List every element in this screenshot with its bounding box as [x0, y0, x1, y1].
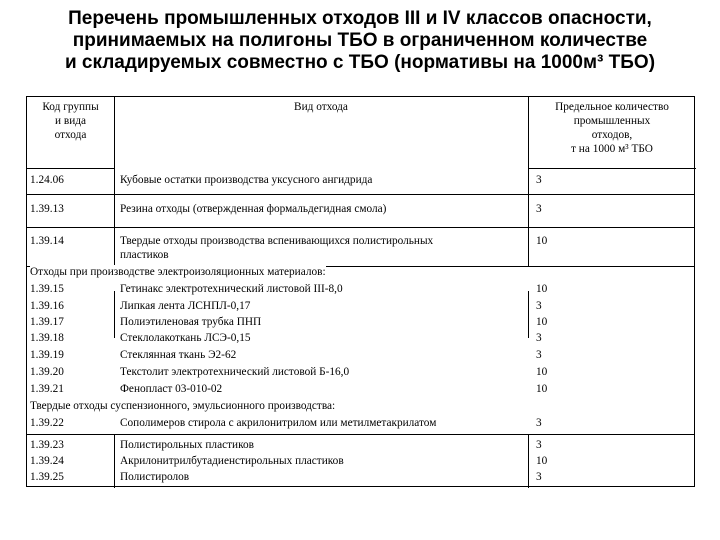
- row-name: Твердые отходы производства вспенивающихся полистирольных: [120, 235, 434, 247]
- column-divider: [528, 434, 529, 488]
- row-name: Полиэтиленовая трубка ПНП: [120, 316, 262, 328]
- row-name: Стеклолакоткань ЛСЭ-0,15: [120, 332, 251, 344]
- row-qty: 10: [536, 455, 548, 467]
- row-code: 1.39.21: [30, 383, 64, 395]
- waste-table: [26, 96, 695, 487]
- column-divider: [114, 97, 115, 267]
- row-qty: 3: [536, 332, 542, 344]
- row-qty: 10: [536, 316, 548, 328]
- row-name: Акрилонитрилбутадиенстирольных пластиков: [120, 455, 344, 467]
- title-line-2: принимаемых на полигоны ТБО в ограниченном количестве: [72, 30, 648, 51]
- row-divider: [27, 227, 694, 228]
- row-divider: [27, 194, 694, 195]
- row-code: 1.39.23: [30, 439, 64, 451]
- row-qty: 3: [536, 174, 542, 186]
- row-code: 1.39.22: [30, 417, 64, 429]
- row-name: Гетинакс электротехнический листовой III-8,0: [120, 283, 343, 295]
- row-qty: 10: [536, 366, 548, 378]
- row-name: Фенопласт 03-010-02: [120, 383, 223, 395]
- row-qty: 3: [536, 349, 542, 361]
- row-code: 1.39.14: [30, 235, 64, 247]
- row-qty: 3: [536, 203, 542, 215]
- row-divider: [27, 434, 694, 435]
- row-name-cont: пластиков: [120, 249, 169, 261]
- row-qty: 3: [536, 439, 542, 451]
- title-line-1: Перечень промышленных отходов III и IV классов опасности,: [68, 8, 652, 29]
- row-qty: 3: [536, 300, 542, 312]
- row-code: 1.39.20: [30, 366, 64, 378]
- row-code: 1.39.19: [30, 349, 64, 361]
- header-waste-type: Вид отхода: [294, 101, 348, 113]
- row-name: Сополимеров стирола с акрилонитрилом или метилметакрилатом: [120, 417, 437, 429]
- header-code: Код группы и вида отхода: [42, 101, 99, 141]
- row-name: Полистиролов: [120, 471, 190, 483]
- row-code: 1.39.25: [30, 471, 64, 483]
- row-qty: 10: [536, 235, 548, 247]
- column-divider: [114, 291, 115, 338]
- row-code: 1.39.13: [30, 203, 64, 215]
- header-limit: Предельное количество промышленных отходов, т на 1000 м³ ТБО: [555, 101, 669, 155]
- row-name: Кубовые остатки производства уксусного ангидрида: [120, 174, 373, 186]
- page-title: [0, 8, 720, 74]
- column-divider: [528, 291, 529, 338]
- row-code: 1.39.15: [30, 283, 64, 295]
- section-label: Отходы при производстве электроизоляционных материалов:: [30, 266, 326, 278]
- row-qty: 10: [536, 283, 548, 295]
- column-divider: [114, 434, 115, 488]
- row-code: 1.39.17: [30, 316, 64, 328]
- row-code: 1.24.06: [30, 174, 64, 186]
- row-qty: 3: [536, 417, 542, 429]
- row-divider: [27, 168, 114, 169]
- row-name: Текстолит электротехнический листовой Б-16,0: [120, 366, 350, 378]
- row-qty: 10: [536, 383, 548, 395]
- row-name: Стеклянная ткань Э2-62: [120, 349, 237, 361]
- section-label: Твердые отходы суспензионного, эмульсионного производства:: [30, 400, 336, 412]
- row-code: 1.39.18: [30, 332, 64, 344]
- row-divider: [528, 168, 696, 169]
- row-qty: 3: [536, 471, 542, 483]
- title-line-3: и складируемых совместно с ТБО (нормативы на 1000м³ ТБО): [64, 52, 656, 73]
- row-name: Полистирольных пластиков: [120, 439, 254, 451]
- row-name: Липкая лента ЛСНПЛ-0,17: [120, 300, 251, 312]
- row-code: 1.39.24: [30, 455, 64, 467]
- row-name: Резина отходы (отвержденная формальдегидная смола): [120, 203, 387, 215]
- row-code: 1.39.16: [30, 300, 64, 312]
